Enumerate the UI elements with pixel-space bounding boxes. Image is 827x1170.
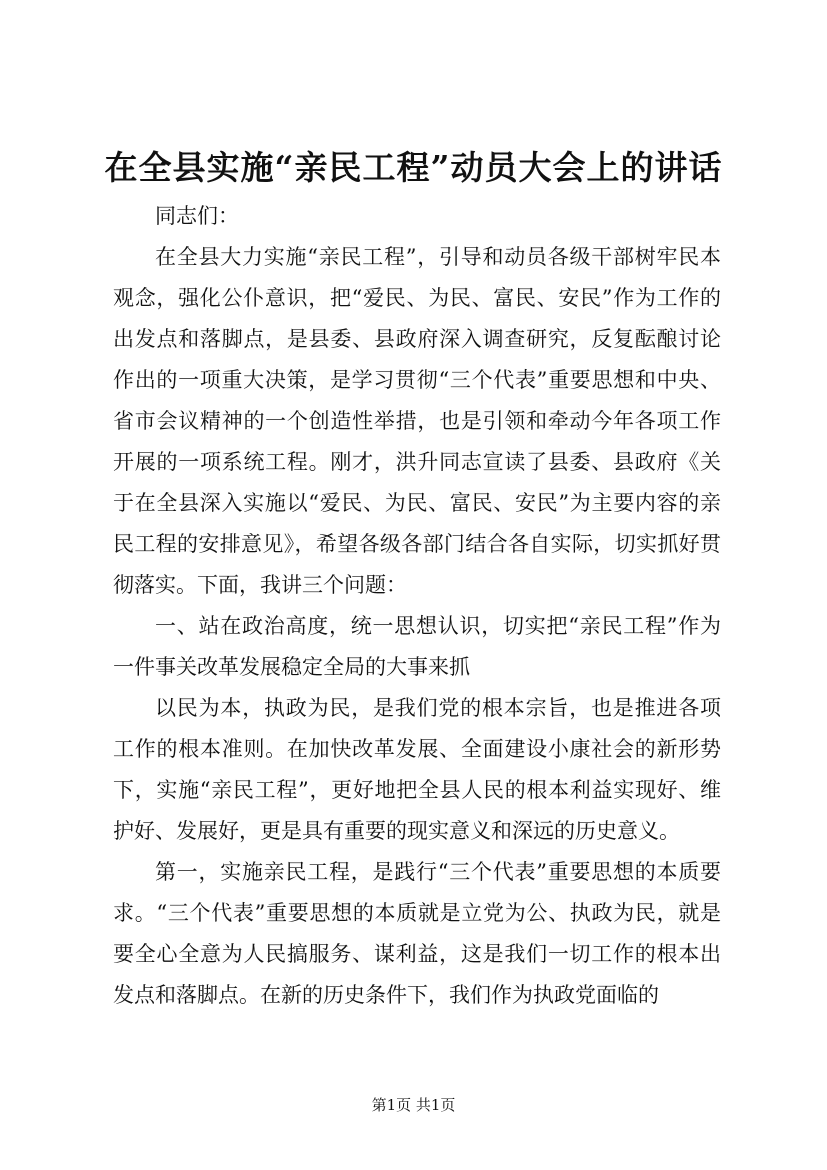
document-title: 在全县实施“亲民工程”动员大会上的讲话	[104, 148, 723, 187]
paragraph-people-first: 以民为本，执政为民，是我们党的根本宗旨，也是推进各项工作的根本准则。在加快改革发展、全面建设小康社会的新形势下，实施“亲民工程”，更好地把全县人民的根本利益实现好、维护好、发展好，更是具有重要的现实意义和深远的历史意义。	[113, 696, 721, 843]
salutation: 同志们：	[155, 204, 239, 228]
paragraph-first-point: 第一，实施亲民工程，是践行“三个代表”重要思想的本质要求。“三个代表”重要思想的本质就是立党为公、执政为民，就是要全心全意为人民搞服务、谋利益，这是我们一切工作的根本出发点和落脚点。在新的历史条件下，我们作为执政党面临的	[113, 860, 721, 1007]
document-body	[113, 196, 721, 1016]
paragraph-intro: 在全县大力实施“亲民工程”，引导和动员各级干部树牢民本观念，强化公仆意识，把“爱民、为民、富民、安民”作为工作的出发点和落脚点，是县委、县政府深入调查研究，反复酝酿讨论作出的一项重大决策，是学习贯彻“三个代表”重要思想和中央、省市会议精神的一个创造性举措，也是引领和牵动今年各项工作开展的一项系统工程。刚才，洪升同志宣读了县委、县政府《关于在全县深入实施以“爱民、为民、富民、安民”为主要内容的亲民工程的安排意见》，希望各级各部门结合各自实际，切实抓好贯彻落实。下面，我讲三个问题：	[113, 245, 721, 597]
section-heading-1: 一、站在政治高度，统一思想认识，切实把“亲民工程”作为一件事关改革发展稳定全局的大事来抓	[113, 614, 721, 679]
page-number-footer: 第1页 共1页	[371, 1096, 456, 1114]
